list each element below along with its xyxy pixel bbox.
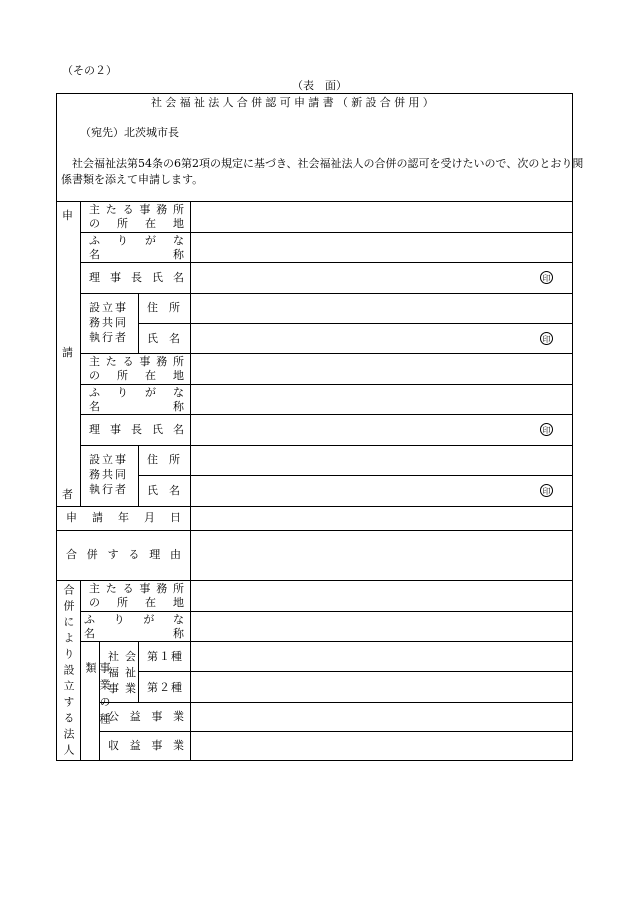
intro-line-1: 社会福祉法第54条の6第2項の規定に基づき、社会福祉法人の合併の認可を受けたいので、次のとおり関 <box>72 157 584 170</box>
rule <box>138 293 139 353</box>
rule <box>56 530 573 531</box>
office-label-2b: の 所 在 地 <box>89 369 184 382</box>
social-welfare-label-a: 社会 <box>108 650 142 663</box>
rule <box>80 353 573 354</box>
rule <box>80 641 573 642</box>
social-welfare-label-b: 福祉 <box>108 666 142 679</box>
rule <box>80 414 573 415</box>
address-label-2: 住 所 <box>147 453 180 466</box>
side-label: （表 面） <box>292 79 347 92</box>
founder-label-2a: 設立事 <box>89 453 128 466</box>
rule <box>80 384 573 385</box>
furigana-label-2b: 名 称 <box>89 400 184 413</box>
rule <box>56 580 573 581</box>
rule <box>80 611 573 612</box>
furigana-label-2a: ふ り が な <box>89 386 184 399</box>
rule <box>56 506 573 507</box>
office-label-3b: の 所 在 地 <box>89 596 184 609</box>
type2-label: 第２種 <box>147 681 183 694</box>
form-number: （その２） <box>62 64 117 77</box>
rule <box>80 201 81 506</box>
rule <box>99 702 573 703</box>
chairman-label-2: 理 事 長 氏 名 <box>89 423 184 436</box>
furigana-label-3b: 名 称 <box>84 627 184 640</box>
rule <box>80 232 573 233</box>
social-welfare-label-c: 事業 <box>108 682 142 695</box>
apply-date-label: 申 請 年 月 日 <box>66 511 181 524</box>
rule <box>80 445 573 446</box>
applicant-label-3: 者 <box>62 488 73 501</box>
seal-mark: 印 <box>540 484 553 497</box>
furigana-label-1a: ふ り が な <box>89 234 184 247</box>
rule <box>138 323 573 324</box>
addressee: （宛先）北茨城市長 <box>80 126 179 139</box>
seal-mark: 印 <box>540 271 553 284</box>
new-corp-label: 合併により設立する法人 <box>62 584 75 760</box>
rule <box>138 671 573 672</box>
office-label-3a: 主 た る 事 務 所 <box>89 582 184 595</box>
applicant-label-1: 申 <box>62 209 73 222</box>
business-type-label: 事業の種類 <box>84 662 111 730</box>
seal-mark: 印 <box>540 423 553 436</box>
rule <box>138 445 139 506</box>
form-title: 社会福祉法人合併認可申請書（新設合併用） <box>151 96 437 109</box>
rule <box>80 580 81 761</box>
intro-line-2: 係書類を添えて申請します。 <box>61 173 204 186</box>
merger-reason-label: 合 併 す る 理 由 <box>66 548 181 561</box>
public-business-label: 公 益 事 業 <box>108 710 184 723</box>
seal-mark: 印 <box>540 332 553 345</box>
furigana-label-3a: ふ り が な <box>84 613 184 626</box>
office-label-2a: 主 た る 事 務 所 <box>89 355 184 368</box>
office-label-1a: 主 た る 事 務 所 <box>89 203 184 216</box>
rule <box>190 201 191 761</box>
founder-label-2b: 務共同 <box>89 468 128 481</box>
rule <box>80 262 573 263</box>
founder-label-1c: 執行者 <box>89 331 128 344</box>
rule <box>56 201 573 202</box>
rule <box>99 731 573 732</box>
furigana-label-1b: 名 称 <box>89 248 184 261</box>
name-label-2: 氏 名 <box>147 484 180 497</box>
chairman-label-1: 理 事 長 氏 名 <box>89 271 184 284</box>
founder-label-2c: 執行者 <box>89 483 128 496</box>
type1-label: 第１種 <box>147 650 183 663</box>
founder-label-1b: 務共同 <box>89 316 128 329</box>
rule <box>80 293 573 294</box>
name-label-1: 氏 名 <box>147 332 180 345</box>
founder-label-1a: 設立事 <box>89 301 128 314</box>
profit-business-label: 収 益 事 業 <box>108 739 184 752</box>
address-label-1: 住 所 <box>147 301 180 314</box>
office-label-1b: の 所 在 地 <box>89 217 184 230</box>
applicant-label-2: 請 <box>62 346 73 359</box>
rule <box>138 475 573 476</box>
